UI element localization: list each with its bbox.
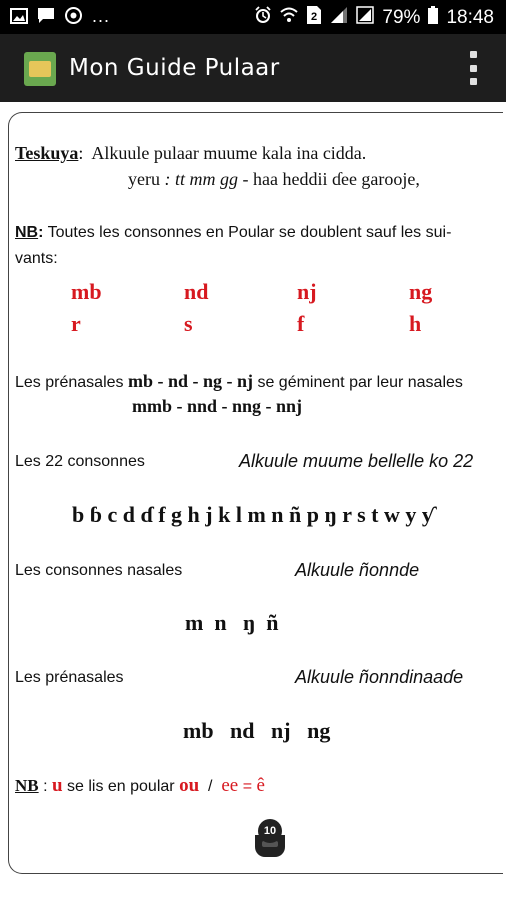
nasales-pulaar: Alkuule ñonnde [295, 560, 420, 580]
sim-icon [306, 5, 322, 31]
nb2-eq: = [238, 778, 257, 795]
yeru-label: yeru [128, 169, 160, 189]
consonnes-pulaar: Alkuule muume bellelle ko 22 [239, 451, 474, 471]
message-icon [37, 7, 55, 29]
exception-r: r [71, 311, 81, 336]
consonnes-alphabet: b ɓ c d ɗ f g h j k l m n ñ p ŋ r s t w y ƴ [72, 502, 433, 527]
nb2-sep: / [208, 778, 213, 795]
clock-time: 18:48 [446, 7, 494, 28]
yeru-line [128, 169, 420, 190]
prenasales-geminates: mmb - nnd - nng - nnj [132, 396, 303, 416]
overflow-dot-icon [470, 65, 477, 72]
nb2-text: se lis en poular [62, 778, 180, 795]
battery-icon [428, 6, 438, 30]
page-indicator[interactable] [255, 819, 285, 859]
overflow-dot-icon [470, 51, 477, 58]
nb1-label: NB [15, 224, 39, 241]
prenasales2-label: Les prénasales [15, 669, 124, 686]
nb2-ou: ou [179, 775, 200, 796]
signal-icon-2 [356, 6, 374, 30]
yeru-rest: - haa heddii ɗee garooje, [237, 169, 420, 189]
wifi-icon [280, 6, 298, 30]
exception-f: f [297, 311, 305, 336]
nb1-text: Toutes les consonnes en Poular se doublent sauf les sui- [47, 224, 452, 241]
battery-percent: 79% [382, 7, 421, 28]
prenasales-list: mb - nd - ng - nj [127, 371, 253, 391]
exception-nd: nd [184, 279, 209, 304]
app-bar [0, 34, 506, 102]
more-notifications: ... [92, 5, 111, 26]
document-page[interactable] [15, 113, 506, 863]
nb2-e: ê [256, 775, 265, 796]
overflow-menu-button[interactable] [470, 51, 478, 85]
whatsapp-icon [64, 6, 83, 30]
status-left-icons [10, 6, 110, 30]
nb2-line: NB : u se lis en poular ou / ee = ê [15, 775, 265, 796]
nb2-u: u [51, 775, 63, 796]
nb2-ee: ee [221, 775, 239, 796]
nasales-list: m n ŋ ñ [185, 610, 279, 635]
consonnes-label: Les 22 consonnes [15, 453, 145, 470]
prenasales-rule: se géminent par leur nasales [257, 374, 463, 391]
app-title: Mon Guide Pulaar [69, 55, 280, 81]
exception-ng: ng [409, 279, 433, 304]
status-bar [0, 0, 506, 34]
page-number: 10 [258, 819, 282, 843]
status-right [254, 5, 494, 31]
nb1-line2: vants: [15, 250, 58, 267]
overflow-dot-icon [470, 78, 477, 85]
nasales-label: Les consonnes nasales [15, 562, 183, 579]
sim-label: 2 [311, 11, 318, 23]
nb1-line: NB: Toutes les consonnes en Poular se doublent sauf les sui- [15, 224, 452, 241]
prenasales-intro: Les prénasales [15, 374, 124, 391]
yeru-examples: : tt mm gg [164, 169, 238, 189]
teskuya-text: Alkuule pulaar muume kala ina cidda. [91, 143, 367, 163]
prenasales2-pulaar: Alkuule ñonndinaaɗe [295, 667, 464, 687]
exception-s: s [184, 311, 193, 336]
alarm-icon [254, 6, 272, 30]
teskuya-line: Teskuya: Alkuule pulaar muume kala ina cidda. [15, 143, 367, 163]
signal-icon [330, 6, 348, 30]
exception-h: h [409, 311, 422, 336]
exception-nj: nj [297, 279, 317, 304]
nb2-label: NB [15, 776, 39, 795]
teskuya-label: Teskuya [15, 143, 79, 163]
prenasales-line1 [15, 371, 463, 392]
image-icon [10, 8, 28, 29]
app-logo-icon [24, 52, 56, 86]
exception-mb: mb [71, 279, 102, 304]
prenasales2-list: mb nd nj ng [183, 718, 331, 743]
